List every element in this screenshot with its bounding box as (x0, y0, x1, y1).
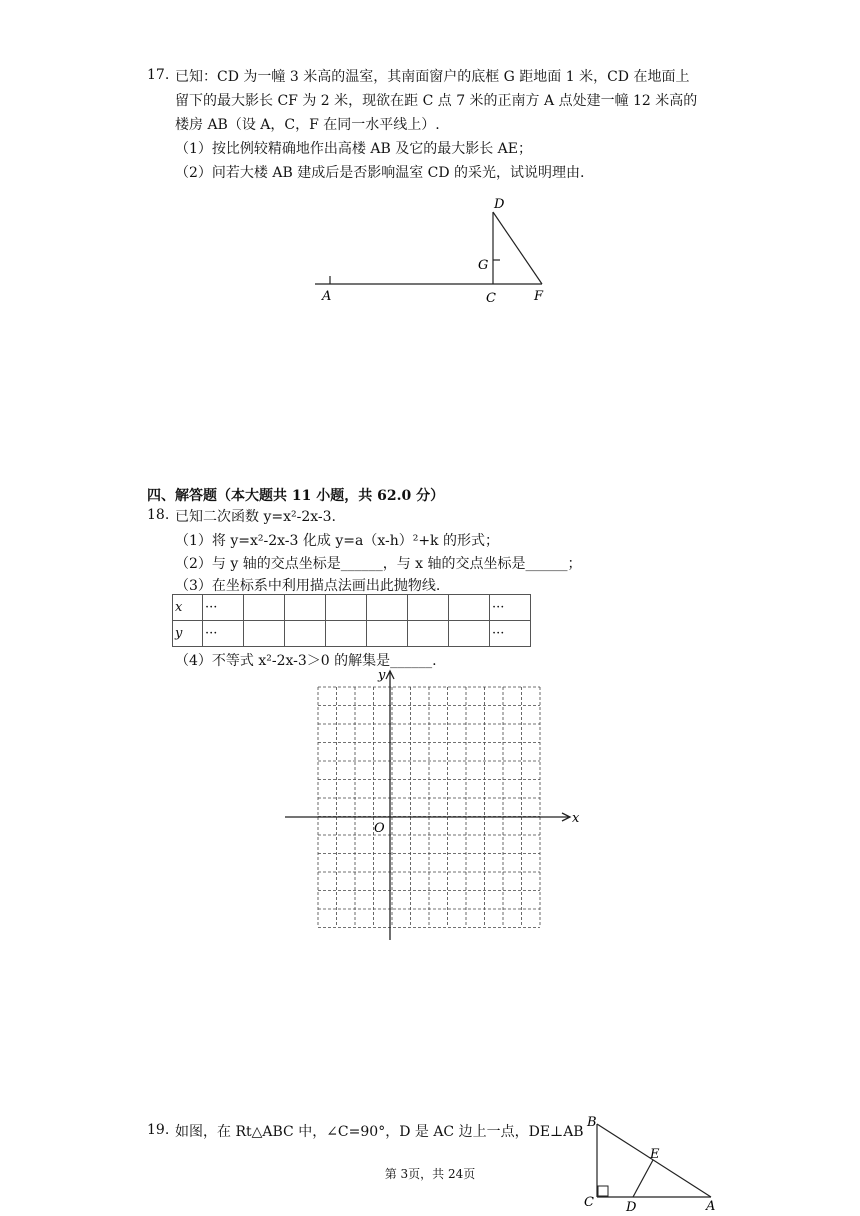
q18-stem: 已知二次函数 y=x²-2x-3. (175, 509, 336, 525)
table-cell (285, 595, 326, 621)
table-cell (367, 621, 408, 647)
table-cell (326, 595, 367, 621)
q17-line-2: 留下的最大影长 CF 为 2 米，现欲在距 C 点 7 米的正南方 A 点处建一幢 12 米高的 (175, 93, 698, 109)
q17-line-3: 楼房 AB（设 A，C，F 在同一水平线上）. (175, 117, 440, 133)
table-cell (244, 595, 285, 621)
q19-figure (578, 1110, 728, 1216)
table-cell: ··· (203, 621, 244, 647)
q18-part-4: （4）不等式 x²-2x-3＞0 的解集是______. (175, 653, 437, 669)
q18-part-2: （2）与 y 轴的交点坐标是______，与 x 轴的交点坐标是______； (175, 556, 582, 572)
coordinate-grid (280, 665, 580, 945)
table-cell (449, 595, 490, 621)
q17-figure (300, 190, 560, 310)
y-axis-label: y (378, 668, 386, 683)
label-E: E (650, 1147, 660, 1162)
label-B: B (587, 1115, 597, 1130)
table-cell (408, 595, 449, 621)
section-title: 四、解答题（本大题共 11 小题，共 62.0 分） (147, 488, 445, 504)
table-cell (244, 621, 285, 647)
table-cell: ··· (203, 595, 244, 621)
q19-stem: 如图，在 Rt△ABC 中，∠C=90°，D 是 AC 边上一点，DE⊥AB (175, 1124, 584, 1140)
table-cell: x (173, 595, 203, 621)
table-cell: ··· (490, 595, 531, 621)
table-cell (408, 621, 449, 647)
q17-number: 17. (147, 67, 170, 83)
table-cell (367, 595, 408, 621)
q18-part-3: （3）在坐标系中利用描点法画出此抛物线. (175, 578, 441, 594)
label-D: D (626, 1200, 637, 1215)
table-cell (326, 621, 367, 647)
label-D: D (494, 197, 505, 212)
label-F: F (534, 289, 544, 304)
table-row-y (173, 621, 531, 647)
q18-number: 18. (147, 507, 170, 523)
label-G: G (478, 258, 489, 273)
table-row-x (173, 595, 531, 621)
label-A: A (322, 289, 332, 304)
q19-number: 19. (147, 1122, 170, 1138)
x-axis-label: x (572, 811, 580, 826)
q17-line-1: 已知：CD 为一幢 3 米高的温室，其南面窗户的底框 G 距地面 1 米，CD 在地面上 (175, 69, 690, 85)
table-cell: ··· (490, 621, 531, 647)
page-footer: 第 3页，共 24页 (384, 1167, 476, 1181)
label-A: A (706, 1199, 716, 1214)
q17-part-2: （2）问若大楼 AB 建成后是否影响温室 CD 的采光，试说明理由. (175, 165, 585, 181)
origin-label: O (374, 821, 385, 836)
xy-table (172, 594, 531, 647)
table-cell (285, 621, 326, 647)
table-cell (449, 621, 490, 647)
label-C: C (486, 291, 496, 306)
table-cell: y (173, 621, 203, 647)
q18-part-1: （1）将 y=x²-2x-3 化成 y=a（x-h）²+k 的形式； (175, 533, 499, 549)
q17-part-1: （1）按比例较精确地作出高楼 AB 及它的最大影长 AE； (175, 141, 532, 157)
label-C: C (584, 1195, 594, 1210)
